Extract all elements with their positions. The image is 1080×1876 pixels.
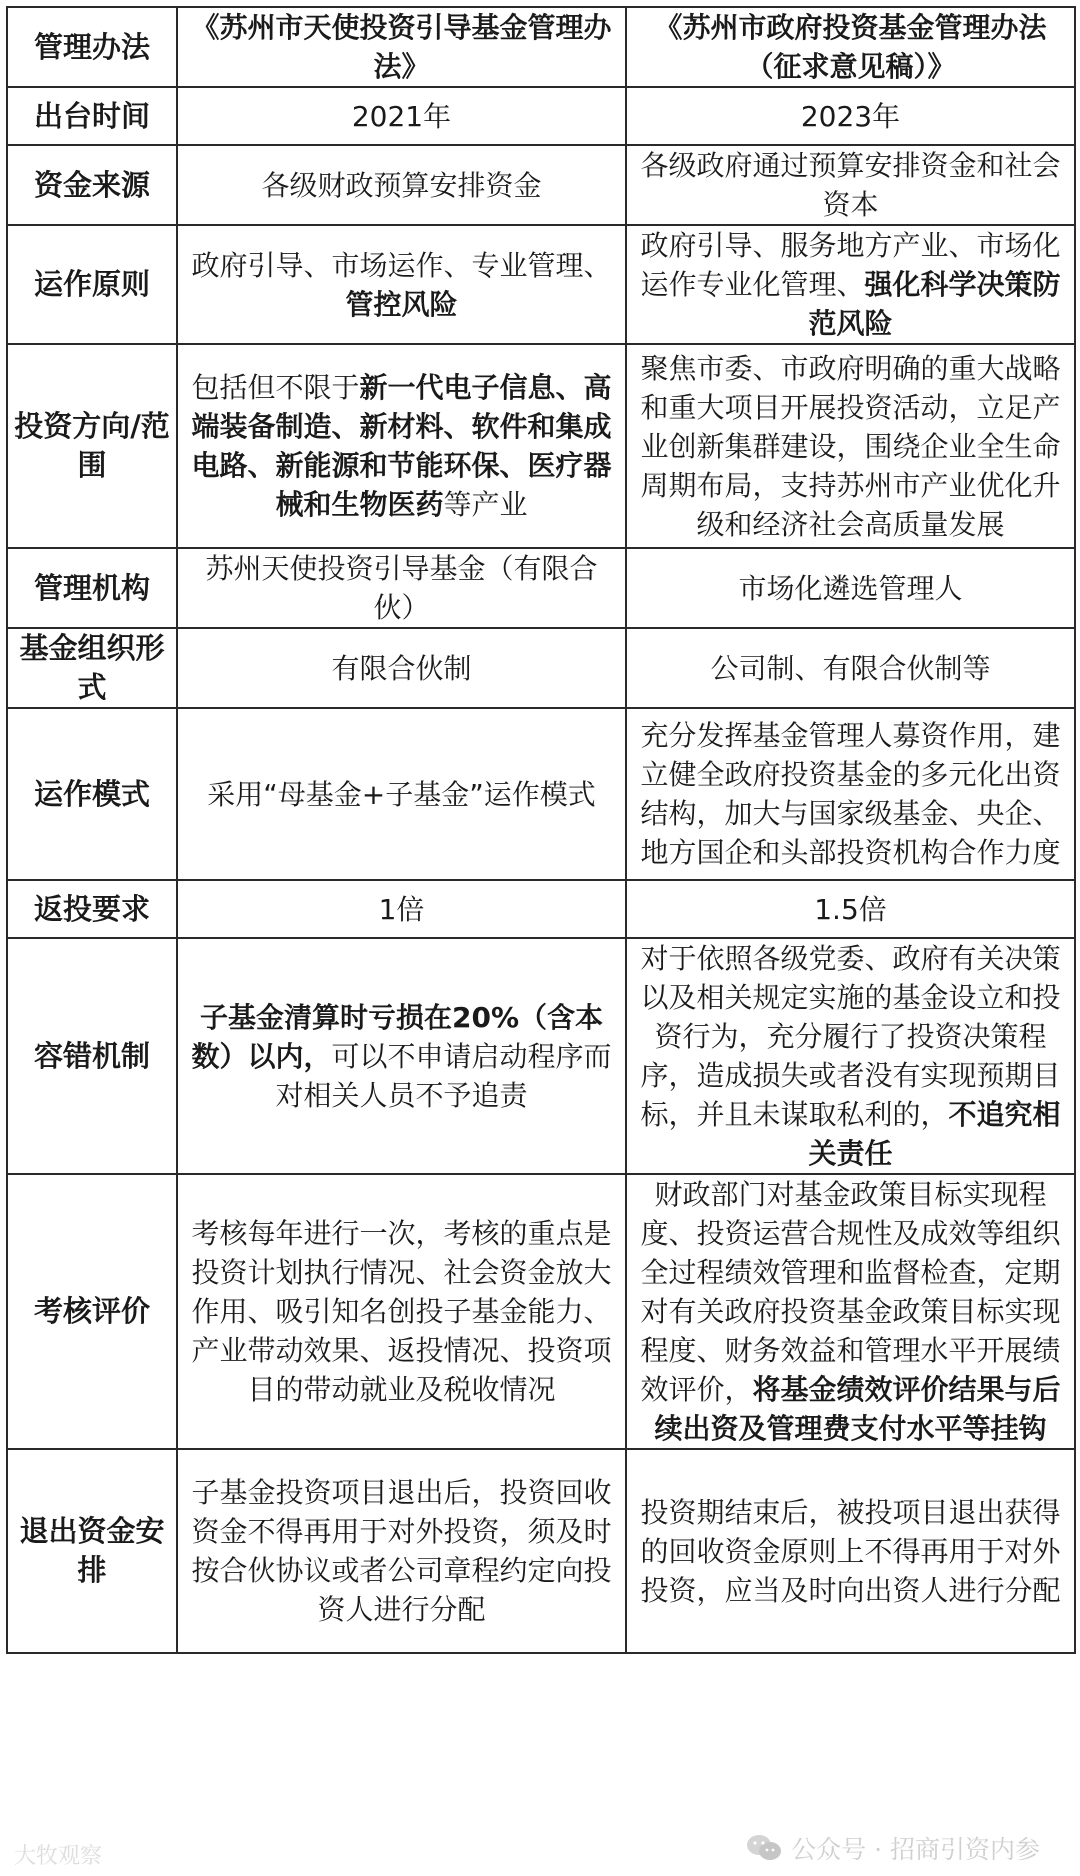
cell: 各级财政预算安排资金: [177, 145, 626, 225]
cell-text: 政府引导、市场运作、专业管理、: [191, 248, 612, 282]
cell-bold-text: 强化科学决策防范风险: [808, 268, 1061, 340]
cell: 投资期结束后，被投项目退出获得的回收资金原则上不得再用于对外投资，应当及时向出资人进行分配: [626, 1449, 1075, 1653]
row-label: 资金来源: [7, 145, 177, 225]
row-label: 投资方向/范围: [7, 344, 177, 548]
cell: 考核每年进行一次，考核的重点是投资计划执行情况、社会资金放大作用、吸引知名创投子基金能力、产业带动效果、返投情况、投资项目的带动就业及税收情况: [177, 1174, 626, 1449]
cell: [177, 344, 626, 548]
cell-text: 包括但不限于: [191, 371, 360, 404]
cell-text: 等产业: [443, 488, 528, 521]
cell: 采用“母基金+子基金”运作模式: [177, 708, 626, 880]
cell: 有限合伙制: [177, 628, 626, 708]
cell-text: 财政部门对基金政策目标实现程度、投资运营合规性及成效等组织全过程绩效管理和监督检查，定期对有关政府投资基金政策目标实现程度、财务效益和管理水平开展绩效评价，: [640, 1178, 1061, 1406]
cell: 2023年: [626, 87, 1075, 145]
cell: 子基金投资项目退出后，投资回收资金不得再用于对外投资，须及时按合伙协议或者公司章程约定向投资人进行分配: [177, 1449, 626, 1653]
cell: 1.5倍: [626, 880, 1075, 938]
row-label: 运作原则: [7, 225, 177, 344]
cell: [626, 225, 1075, 344]
cell-bold-text: 不追究相关责任: [808, 1098, 1061, 1170]
table-row: [7, 87, 1075, 145]
row-label: 运作模式: [7, 708, 177, 880]
table-header-row: [7, 7, 1075, 87]
cell: [177, 225, 626, 344]
row-label: 退出资金安排: [7, 1449, 177, 1653]
cell: [626, 938, 1075, 1174]
cell: 各级政府通过预算安排资金和社会资本: [626, 145, 1075, 225]
header-col2: 《苏州市天使投资引导基金管理办法》: [177, 7, 626, 87]
cell-text: 对于依照各级党委、政府有关决策以及相关规定实施的基金设立和投资行为，充分履行了投资决策程序，造成损失或者没有实现预期目标，并且未谋取私利的，: [640, 942, 1061, 1131]
row-label: 管理机构: [7, 548, 177, 628]
cell: 市场化遴选管理人: [626, 548, 1075, 628]
table-row: [7, 628, 1075, 708]
cell-bold-text: 子基金清算时亏损在20%（含本数）以内，: [191, 1000, 604, 1073]
table-row: [7, 708, 1075, 880]
table-row: [7, 880, 1075, 938]
cell: 聚焦市委、市政府明确的重大战略和重大项目开展投资活动，立足产业创新集群建设，围绕企业全生命周期布局，支持苏州市产业优化升级和经济社会高质量发展: [626, 344, 1075, 548]
row-label: 返投要求: [7, 880, 177, 938]
table-row: [7, 344, 1075, 548]
cell: 充分发挥基金管理人募资作用，建立健全政府投资基金的多元化出资结构，加大与国家级基金、央企、地方国企和头部投资机构合作力度: [626, 708, 1075, 880]
corner-watermark: 大牧观察: [14, 1844, 103, 1869]
table-row: [7, 145, 1075, 225]
row-label: 容错机制: [7, 938, 177, 1174]
cell: [177, 938, 626, 1174]
cell: 公司制、有限合伙制等: [626, 628, 1075, 708]
cell: 2021年: [177, 87, 626, 145]
cell-bold-text: 新一代电子信息、高端装备制造、新材料、软件和集成电路、新能源和节能环保、医疗器械和生物医药: [191, 371, 612, 521]
table-row: [7, 1449, 1075, 1653]
cell-text: 可以不申请启动程序而对相关人员不予追责: [275, 1039, 612, 1112]
header-col3: 《苏州市政府投资基金管理办法（征求意见稿）》: [626, 7, 1075, 87]
table-row: [7, 225, 1075, 344]
cell: 苏州天使投资引导基金（有限合伙）: [177, 548, 626, 628]
row-label: 出台时间: [7, 87, 177, 145]
table-row: [7, 548, 1075, 628]
table-row: [7, 1174, 1075, 1449]
header-label: 管理办法: [7, 7, 177, 87]
row-label: 基金组织形式: [7, 628, 177, 708]
cell: [626, 1174, 1075, 1449]
cell-bold-text: 管控风险: [345, 287, 458, 321]
table-row: [7, 938, 1075, 1174]
comparison-table: [6, 6, 1076, 1654]
cell-text: 政府引导、服务地方产业、市场化运作专业化管理、: [640, 229, 1061, 301]
cell: 1倍: [177, 880, 626, 938]
wechat-icon: [745, 1833, 783, 1863]
row-label: 考核评价: [7, 1174, 177, 1449]
wechat-watermark: [745, 1830, 1040, 1866]
watermark-text: 公众号 · 招商引资内参: [791, 1835, 1040, 1864]
cell-bold-text: 将基金绩效评价结果与后续出资及管理费支付水平等挂钩: [654, 1373, 1061, 1445]
